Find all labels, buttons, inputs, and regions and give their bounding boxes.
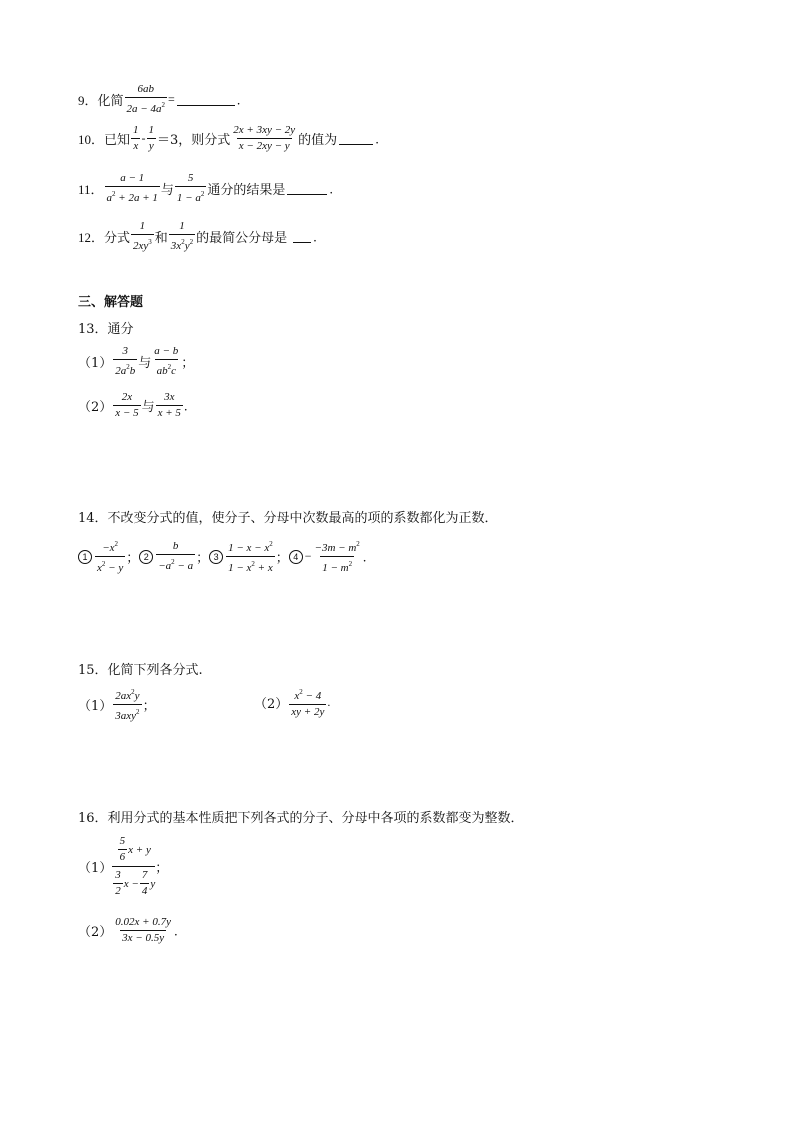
q12-f2-den-b: y: [184, 240, 190, 252]
q13-p2-fraction-1: [113, 391, 140, 420]
question-13-label: 13．通分: [78, 322, 134, 337]
q15-p1-num: [113, 686, 141, 704]
question-9: [78, 83, 249, 116]
q9-den-sup: 2: [161, 101, 165, 109]
q12-f2-den-sup1: 2: [181, 238, 185, 246]
circled-number-3: 3: [209, 550, 223, 564]
q16-p1-numerator: [117, 835, 151, 866]
q11-f1-den-b: + 2a + 1: [115, 192, 158, 204]
q15-p1-den-a: 3axy: [115, 710, 137, 722]
q14-i2-den-b: − a: [174, 560, 194, 572]
q12-f2-den-sup2: 2: [189, 238, 194, 246]
q14-item-3-fraction: [226, 538, 275, 575]
q9-denominator: [125, 97, 167, 116]
q16-p1-bottom-frac-1: [113, 869, 123, 898]
q10-f2-den: y: [148, 140, 154, 152]
q15-p2-num: [292, 686, 323, 704]
q13-p2-mid: 与: [141, 400, 155, 415]
q13-p2-f1-num: 2x: [121, 391, 133, 403]
q13-p1-f1-den-sup: 2: [126, 363, 130, 371]
q15-p1-num-a: 2ax: [115, 690, 132, 702]
q13-p1-f2-den-b: c: [171, 365, 176, 377]
q11-f1-num: a − 1: [120, 172, 145, 184]
q10-tail: 的值为: [298, 133, 338, 148]
q13-p2-f2-den: x + 5: [157, 407, 181, 419]
q14-i2-num: b: [172, 540, 179, 552]
q12-f1-num: 1: [139, 220, 146, 232]
q14-sep-2: ；: [196, 551, 210, 566]
question-12: [78, 220, 325, 253]
q12-tail: 的最简公分母是: [196, 231, 288, 246]
q11-mid: 与: [160, 183, 174, 198]
q10-fraction-2: [147, 124, 157, 153]
q16-p2-tag: （2）: [78, 925, 113, 940]
q11-end: ．: [329, 182, 342, 196]
q13-p2-f1-den: x − 5: [115, 407, 139, 419]
q10-f1-num: 1: [133, 124, 139, 136]
q12-label: 12．分式: [78, 230, 131, 245]
q16-p2-fraction: [113, 916, 173, 945]
q13-p1-f2-den-a: ab: [156, 365, 168, 377]
q13-p2-tag: （2）: [78, 400, 113, 415]
question-16-label: 16．利用分式的基本性质把下列各式的分子、分母中各项的系数都变为整数．: [78, 811, 524, 826]
q16-p1-b2-num: 7: [141, 869, 148, 881]
q14-i4-den-a: 1 − m: [322, 562, 349, 574]
q9-numerator: 6ab: [137, 83, 154, 95]
q15-p2-end: .: [327, 695, 331, 709]
q15-p1-den-sup: 2: [136, 708, 140, 716]
q12-f2-den: [169, 234, 195, 253]
q15-p2-tag: （2）: [254, 697, 289, 712]
q13-p2-end: ．: [183, 399, 196, 413]
q12-f1-den: [131, 234, 154, 253]
q14-i1-num-sup: 2: [114, 540, 118, 548]
q14-i3-num-a: 1 − x − x: [228, 542, 270, 554]
q10-condition: ＝3，则分式: [157, 133, 231, 148]
circled-number-4: 4: [289, 550, 303, 564]
q10-fraction-1: [131, 124, 141, 153]
q13-p1-mid: 与: [138, 356, 152, 371]
question-13-part-1: [78, 345, 194, 378]
q14-item-2-fraction: [156, 540, 195, 573]
q14-i4-prefix: −: [304, 549, 312, 563]
q14-item-4-fraction: [313, 538, 362, 575]
q14-sep-3: ；: [275, 551, 289, 566]
q10-f3-num: 2x + 3xy − 2y: [233, 124, 296, 136]
q10-minus: -: [141, 131, 146, 145]
q14-i1-num: [100, 538, 120, 556]
q14-i3-den-a: 1 − x: [228, 562, 252, 574]
q14-i2-den: [156, 554, 195, 573]
q16-p1-top-rest: x + y: [128, 843, 151, 856]
q10-f3-den: x − 2xy − y: [238, 140, 290, 152]
q11-f2-den-sup: 2: [200, 190, 205, 198]
q16-p1-top-frac-den: 6: [119, 851, 126, 863]
section-3-title: 三、解答题: [78, 295, 144, 310]
q16-p1-b1-num: 3: [115, 869, 121, 881]
q14-i1-den-a: x: [97, 562, 102, 574]
q13-p2-f2-num: 3x: [164, 391, 175, 403]
q15-p1-den: [113, 704, 141, 723]
q16-p1-bottom-frac-2: [140, 869, 150, 898]
q14-i1-den-b: − y: [105, 562, 124, 574]
q16-p1-tag: （1）: [78, 861, 113, 876]
q13-p1-fraction-1: [113, 345, 137, 378]
question-15-label: 15．化简下列各分式.: [78, 663, 203, 678]
question-16-part-2: [78, 916, 186, 945]
q13-p1-f2-num: a − b: [154, 345, 179, 357]
q13-p1-fraction-2: [152, 345, 180, 378]
q10-f1-den: x: [133, 140, 139, 152]
q15-p2-num-a: x: [294, 690, 300, 702]
q11-f2-num: 5: [187, 172, 194, 184]
q14-i3-den: [226, 556, 275, 575]
q13-p1-f2-den: [155, 359, 178, 378]
q15-p1-num-sup: 2: [131, 688, 135, 696]
q9-answer-blank[interactable]: [177, 104, 235, 106]
q9-fraction: [125, 83, 167, 116]
q16-p1-top-frac-num: 5: [119, 835, 126, 847]
q16-p1-denominator: [112, 866, 155, 898]
q12-fraction-2: [169, 220, 195, 253]
circled-number-2: 2: [139, 550, 153, 564]
q14-i4-den-sup: 2: [348, 560, 353, 568]
q15-p2-num-b: − 4: [302, 690, 322, 702]
q11-f2-den-a: 1 − a: [176, 192, 201, 204]
q12-fraction-1: [131, 220, 154, 253]
q12-f1-den-a: 2xy: [133, 240, 149, 252]
q14-i1-den: [95, 556, 125, 575]
q14-i1-num-a: −x: [102, 542, 115, 554]
q12-answer-blank[interactable]: [293, 241, 311, 243]
q10-label: 10．已知: [78, 132, 131, 147]
q16-p1-b-rest: y: [150, 877, 156, 890]
q14-i3-den-b: + x: [254, 562, 273, 574]
q11-f1-den-a: a: [106, 192, 113, 204]
question-14-items: [78, 538, 375, 575]
q10-answer-blank[interactable]: [339, 143, 373, 145]
question-10: [78, 124, 387, 153]
q16-p1-b2-den: 4: [141, 885, 148, 897]
q14-i4-num-sup: 2: [356, 540, 360, 548]
q14-end: ．: [362, 550, 375, 564]
q14-i3-num-sup: 2: [269, 540, 273, 548]
q15-p2-num-sup: 2: [299, 688, 303, 696]
q16-p2-den: 3x − 0.5y: [122, 932, 165, 944]
circled-number-1: 1: [78, 550, 92, 564]
q10-f2-num: 1: [148, 124, 155, 136]
q14-i4-num: [313, 538, 362, 556]
q14-i4-den: [320, 556, 354, 575]
q14-i3-den-sup: 2: [251, 560, 255, 568]
q11-label: 11．: [78, 182, 104, 197]
q13-p1-f2-den-sup: 2: [167, 363, 172, 371]
q11-f2-den: [175, 186, 206, 205]
q16-p2-end: ．: [173, 924, 186, 938]
q13-p1-f1-num: 3: [122, 345, 129, 357]
q12-f2-den-a: 3x: [170, 240, 182, 252]
q16-p1-complex-fraction: [112, 835, 155, 898]
q11-f1-den: [105, 186, 160, 205]
q9-label: 9．化简: [78, 93, 124, 108]
q12-mid: 和: [154, 231, 168, 246]
q10-end: ．: [375, 132, 388, 146]
q13-p2-fraction-2: [156, 391, 183, 420]
q16-p1-b1-den: 2: [115, 885, 121, 897]
question-13-part-2: [78, 391, 196, 420]
q14-sep-1: ；: [126, 551, 140, 566]
q10-fraction-3: [231, 124, 297, 153]
q9-end: ．: [236, 93, 249, 107]
q14-i3-num: [226, 538, 275, 556]
q11-fraction-1: [105, 172, 160, 205]
q13-p1-f1-den-b: b: [129, 365, 136, 377]
q15-p1-tag: （1）: [78, 699, 113, 714]
q11-f1-den-sup: 2: [112, 190, 116, 198]
q12-f1-den-sup: 3: [148, 238, 152, 246]
q14-i2-den-a: −a: [158, 560, 172, 572]
q11-fraction-2: [175, 172, 206, 205]
q16-p1-b-mid: x −: [123, 877, 139, 890]
question-15-part-1: [78, 686, 156, 723]
q11-tail: 通分的结果是: [207, 183, 286, 198]
q14-i2-den-sup: 2: [171, 558, 175, 566]
q15-p2-den: xy + 2y: [291, 706, 325, 718]
q9-den-text: 2a − 4a: [126, 103, 162, 115]
question-15-part-2: [254, 686, 330, 719]
q13-p1-f1-den-a: 2a: [115, 365, 127, 377]
q15-p1-fraction: [113, 686, 141, 723]
q13-p1-end: ；: [181, 356, 195, 371]
q14-i1-den-sup: 2: [101, 560, 106, 568]
q11-answer-blank[interactable]: [287, 193, 327, 195]
question-14-label: 14．不改变分式的值，使分子、分母中次数最高的项的系数都化为正数．: [78, 511, 498, 526]
q14-item-1-fraction: [95, 538, 125, 575]
q16-p2-num: 0.02x + 0.7y: [115, 916, 171, 928]
question-16-part-1: [78, 835, 168, 898]
q9-equals: =: [167, 92, 175, 106]
q13-p1-f1-den: [113, 359, 137, 378]
q14-i4-num-a: −3m − m: [314, 542, 357, 554]
question-11: [78, 172, 341, 205]
q15-p1-end: ；: [142, 699, 156, 714]
q15-p1-num-b: y: [134, 690, 140, 702]
q12-f2-num: 1: [179, 220, 185, 232]
q12-end: ．: [313, 230, 326, 244]
q13-p1-tag: （1）: [78, 356, 113, 371]
q16-p1-top-frac: [118, 835, 128, 864]
q15-p2-fraction: [289, 686, 326, 719]
q16-p1-end: ；: [155, 861, 169, 876]
